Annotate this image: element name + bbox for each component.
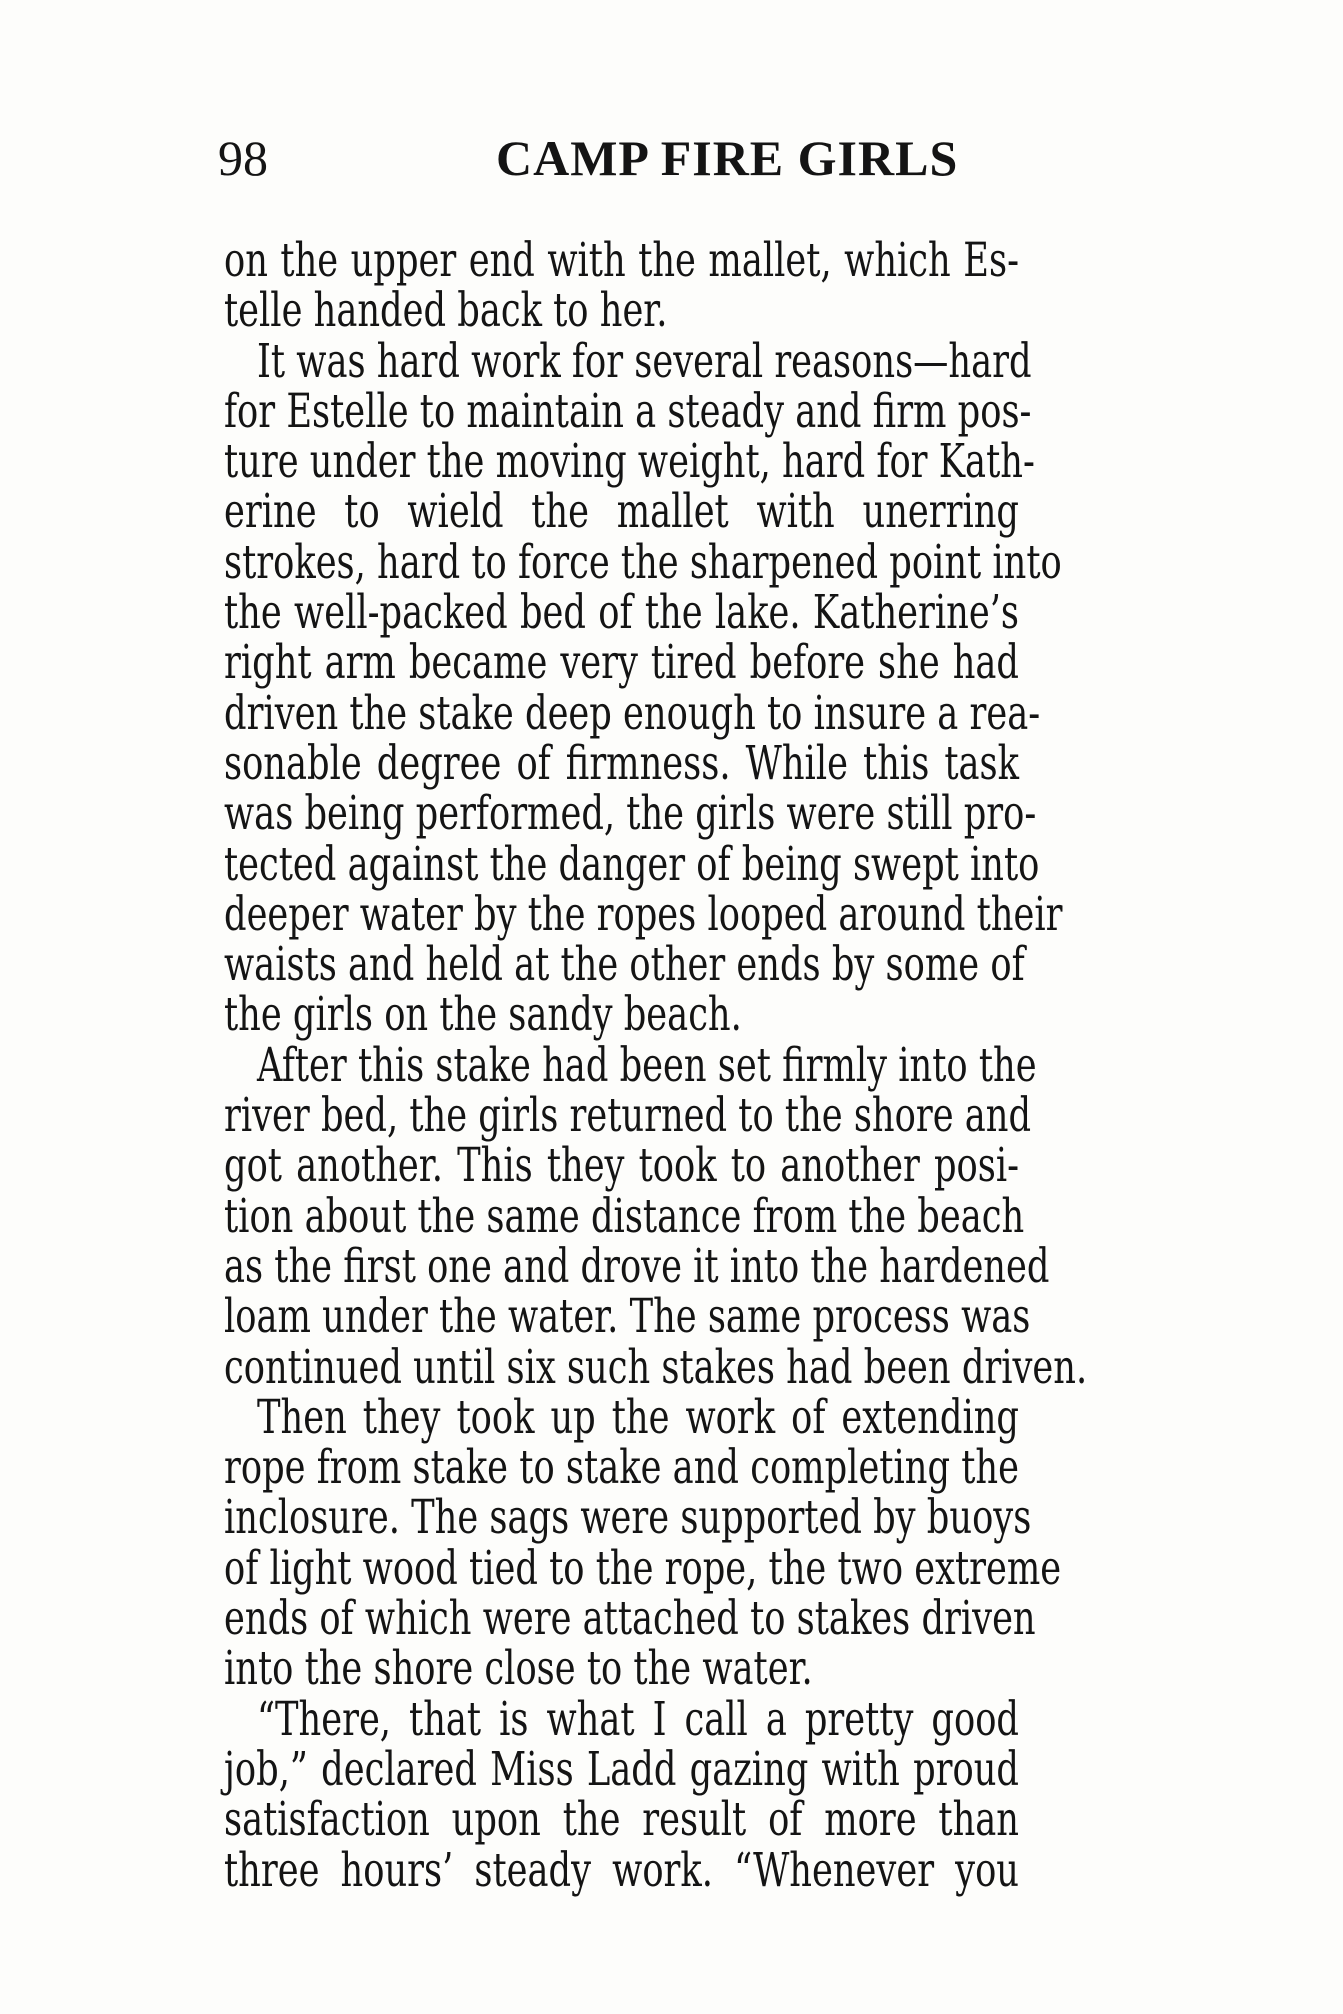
- text-line: satisfaction upon the result of more than: [224, 1792, 1019, 1848]
- page-number: 98: [218, 130, 268, 186]
- text-line: the girls on the sandy beach.: [224, 987, 742, 1043]
- text-line: deeper water by the ropes looped around their: [224, 886, 1063, 942]
- text-line: sonable degree of firmness. While this task: [224, 735, 1019, 791]
- text-line: the well-packed bed of the lake. Katherine’s: [224, 585, 1019, 641]
- page-header: [218, 128, 1013, 188]
- text-line: waists and held at the other ends by some of: [224, 937, 1025, 993]
- text-line: It was hard work for several reasons—hard: [257, 333, 1032, 389]
- text-line: on the upper end with the mallet, which Es-: [224, 233, 1019, 288]
- body-text: [224, 233, 1088, 1898]
- text-line: Then they took up the work of extending: [257, 1389, 1019, 1445]
- text-line: tion about the same distance from the beach: [224, 1188, 1025, 1244]
- text-line: right arm became very tired before she had: [224, 635, 1019, 691]
- text-line: inclosure. The sags were supported by buoys: [224, 1490, 1032, 1546]
- text-line: as the first one and drove it into the hardened: [224, 1238, 1050, 1294]
- text-line: ends of which were attached to stakes driven: [224, 1591, 1036, 1647]
- text-line: telle handed back to her.: [224, 283, 668, 339]
- text-line: ture under the moving weight, hard for Kath-: [224, 434, 1035, 490]
- text-line: job,” declared Miss Ladd gazing with proud: [224, 1741, 1019, 1797]
- text-line: erine to wield the mallet with unerring: [224, 484, 1019, 540]
- text-line: rope from stake to stake and completing the: [224, 1440, 1019, 1496]
- text-line: driven the stake deep enough to insure a rea-: [224, 685, 1041, 741]
- text-line: continued until six such stakes had been driven.: [224, 1339, 1088, 1395]
- text-line: strokes, hard to force the sharpened point into: [224, 534, 1062, 590]
- text-line: “There, that is what I call a pretty good: [257, 1691, 1019, 1747]
- text-line: three hours’ steady work. “Whenever you: [224, 1842, 1019, 1898]
- text-line: into the shore close to the water.: [224, 1641, 813, 1697]
- text-line: of light wood tied to the rope, the two extreme: [224, 1540, 1062, 1596]
- running-head: CAMP FIRE GIRLS: [496, 130, 959, 186]
- text-line: river bed, the girls returned to the shore and: [224, 1088, 1032, 1144]
- text-line: After this stake had been set firmly into the: [257, 1037, 1037, 1093]
- text-line: was being performed, the girls were still pro-: [224, 786, 1037, 842]
- text-line: got another. This they took to another posi-: [224, 1138, 1019, 1194]
- text-line: tected against the danger of being swept into: [224, 836, 1040, 892]
- text-line: loam under the water. The same process was: [224, 1289, 1031, 1345]
- text-line: for Estelle to maintain a steady and firm pos-: [224, 383, 1032, 439]
